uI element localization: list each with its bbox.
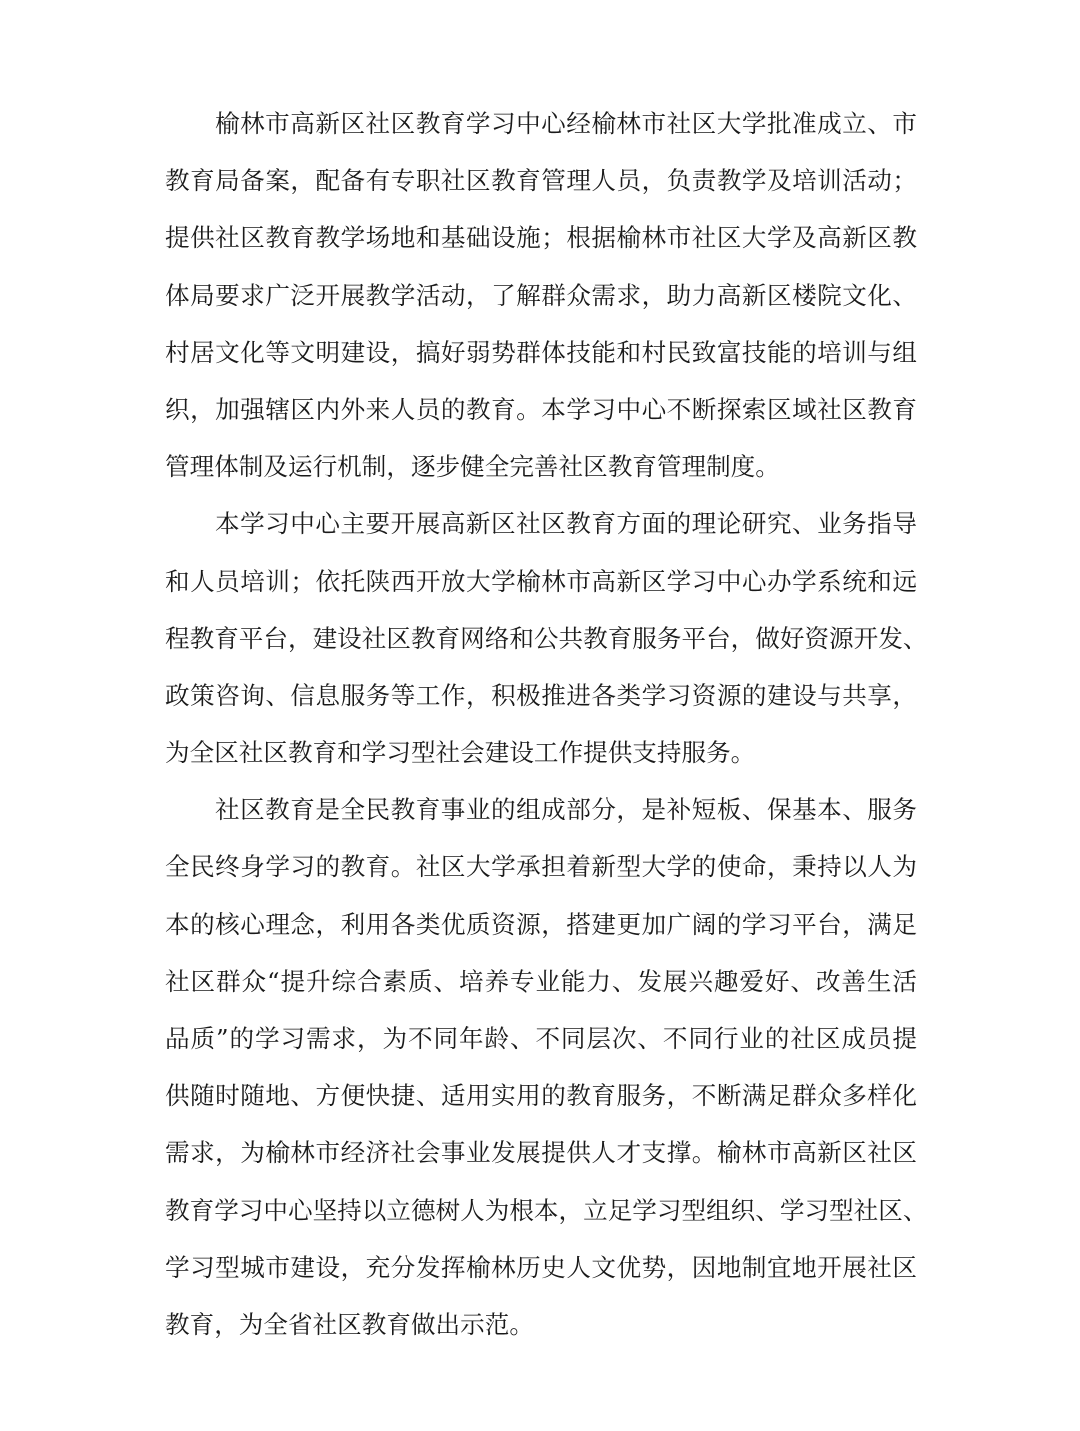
text-line: 学习型城市建设，充分发挥榆林历史人文优势，因地制宜地开展社区 [165, 1252, 917, 1282]
text-line: 村居文化等文明建设，搞好弱势群体技能和村民致富技能的培训与组 [165, 337, 917, 367]
text-line: 教育局备案，配备有专职社区教育管理人员，负责教学及培训活动； [165, 166, 917, 196]
text-line: 需求，为榆林市经济社会事业发展提供人才支撑。榆林市高新区社区 [165, 1138, 917, 1168]
text-line: 教育学习中心坚持以立德树人为根本，立足学习型组织、学习型社区、 [165, 1195, 928, 1225]
text-line: 供随时随地、方便快捷、适用实用的教育服务，不断满足群众多样化 [165, 1081, 917, 1111]
text-line: 本学习中心主要开展高新区社区教育方面的理论研究、业务指导 [215, 509, 917, 539]
text-line: 和人员培训；依托陕西开放大学榆林市高新区学习中心办学系统和远 [165, 566, 917, 596]
text-line: 为全区社区教育和学习型社会建设工作提供支持服务。 [165, 738, 756, 768]
text-line: 全民终身学习的教育。社区大学承担着新型大学的使命，秉持以人为 [165, 852, 917, 882]
text-line: 程教育平台，建设社区教育网络和公共教育服务平台，做好资源开发、 [165, 623, 928, 653]
text-line: 本的核心理念，利用各类优质资源，搭建更加广阔的学习平台，满足 [165, 909, 917, 939]
text-line: 政策咨询、信息服务等工作，积极推进各类学习资源的建设与共享， [165, 680, 917, 710]
paragraph-1 [165, 104, 917, 504]
text-line: 教育，为全省社区教育做出示范。 [165, 1309, 534, 1339]
text-line: 管理体制及运行机制，逐步健全完善社区教育管理制度。 [165, 452, 780, 482]
paragraph-2 [165, 504, 928, 790]
text-line: 社区教育是全民教育事业的组成部分，是补短板、保基本、服务 [215, 795, 917, 825]
text-line: 提供社区教育教学场地和基础设施；根据榆林市社区大学及高新区教 [165, 223, 917, 253]
text-line: 品质”的学习需求，为不同年龄、不同层次、不同行业的社区成员提 [165, 1024, 917, 1053]
text-line: 织，加强辖区内外来人员的教育。本学习中心不断探索区域社区教育 [165, 394, 917, 424]
text-line: 社区群众“提升综合素质、培养专业能力、发展兴趣爱好、改善生活 [165, 966, 917, 996]
paragraph-3 [165, 790, 928, 1362]
text-line: 体局要求广泛开展教学活动，了解群众需求，助力高新区楼院文化、 [165, 280, 917, 310]
text-line: 榆林市高新区社区教育学习中心经榆林市社区大学批准成立、市 [215, 109, 917, 138]
document-body [165, 104, 928, 1362]
